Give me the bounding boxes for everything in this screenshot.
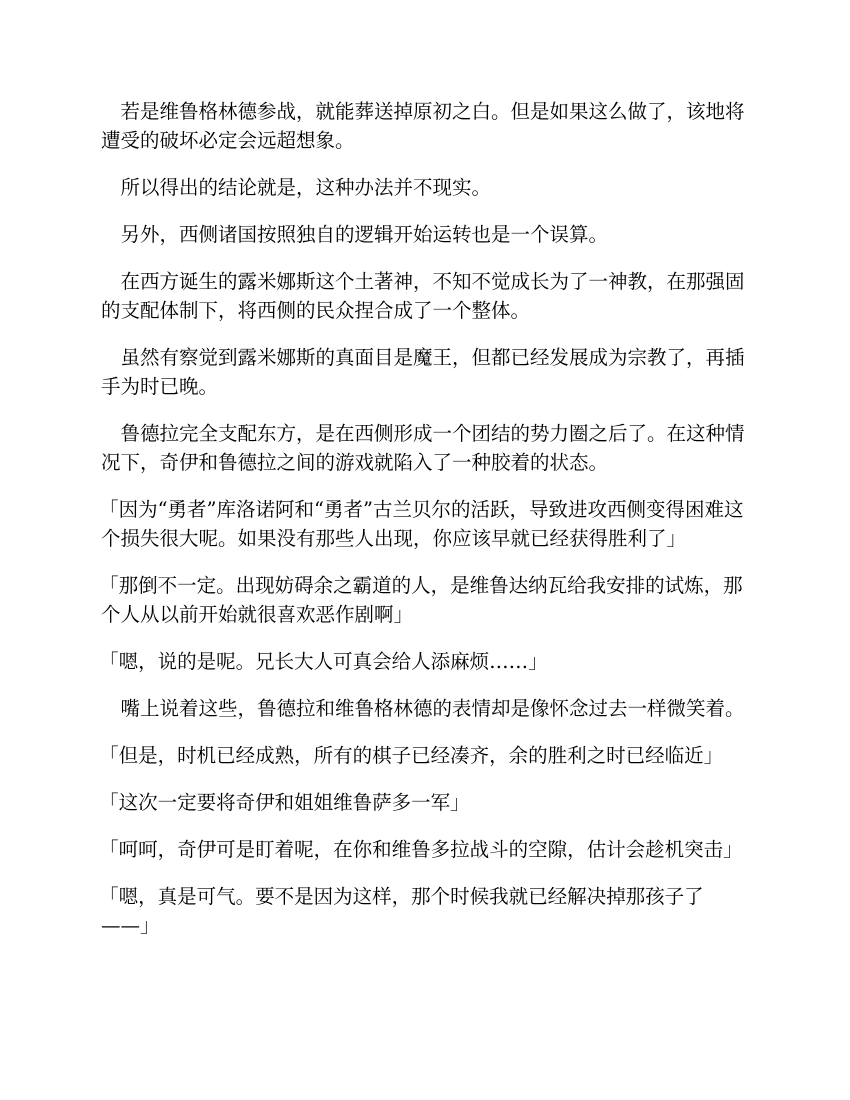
- dialogue-line: 「嗯，真是可气。要不是因为这样，那个时候我就已经解决掉那孩子了——」: [99, 885, 704, 937]
- dialogue-line: 「这次一定要将奇伊和姐姐维鲁萨多一军」: [99, 791, 470, 814]
- dialogue-line: 「那倒不一定。出现妨碍余之霸道的人，是维鲁达纳瓦给我安排的试炼，那个人从以前开始就很喜欢恶作剧啊」: [99, 574, 743, 626]
- paragraph: 若是维鲁格林德参战，就能葬送掉原初之白。但是如果这么做了，该地将遭受的破坏必定会远超想象。: [101, 100, 745, 152]
- document-page: [101, 97, 749, 958]
- paragraph: 嘴上说着这些，鲁德拉和维鲁格林德的表情却是像怀念过去一样微笑着。: [120, 697, 745, 720]
- dialogue-line: 「呵呵，奇伊可是盯着呢，在你和维鲁多拉战斗的空隙，估计会趁机突击」: [99, 838, 743, 861]
- dialogue-line: 「嗯，说的是呢。兄长大人可真会给人添麻烦……」: [99, 650, 548, 673]
- dialogue-line: 「但是，时机已经成熟，所有的棋子已经凑齐，余的胜利之时已经临近」: [99, 744, 724, 767]
- paragraph: 在西方诞生的露米娜斯这个土著神，不知不觉成长为了一神教，在那强固的支配体制下，将西侧的民众捏合成了一个整体。: [101, 270, 745, 322]
- paragraph: 另外，西侧诸国按照独自的逻辑开始运转也是一个误算。: [120, 223, 609, 246]
- paragraph: 所以得出的结论就是，这种办法并不现实。: [120, 176, 492, 199]
- dialogue-line: 「因为“勇者”库洛诺阿和“勇者”古兰贝尔的活跃，导致进攻西侧变得困难这个损失很大呢。如果没有那些人出现，你应该早就已经获得胜利了」: [99, 498, 744, 550]
- paragraph: 鲁德拉完全支配东方，是在西侧形成一个团结的势力圈之后了。在这种情况下，奇伊和鲁德拉之间的游戏就陷入了一种胶着的状态。: [101, 422, 745, 474]
- paragraph: 虽然有察觉到露米娜斯的真面目是魔王，但都已经发展成为宗教了，再插手为时已晚。: [101, 346, 745, 398]
